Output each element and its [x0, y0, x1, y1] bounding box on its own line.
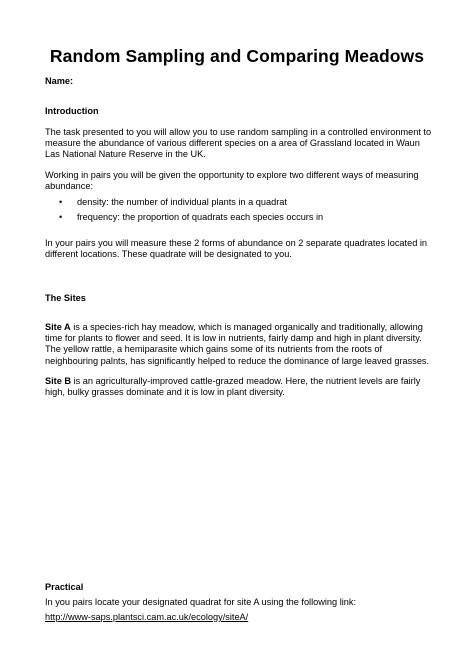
site-a-text: is a species-rich hay meadow, which is managed organically and traditionally, allowing time for plants to flower and seed. It is low in nutrients, fairly damp and high in plant diversity. The yellow rattle, a hemiparasite which gains some of its nutrients from the roots of neighbouring palnts, has significantly helped to reduce the dominance of large leaved grasses. [45, 322, 430, 366]
site-b-text: is an agriculturally-improved cattle-grazed meadow. Here, the nutrient levels are fairly high, bulky grasses dominate and it is low in plant diversity. [45, 376, 421, 398]
introduction-paragraph-2: Working in pairs you will be given the opportunity to explore two different ways of measuring abundance: [45, 170, 419, 192]
page-title: Random Sampling and Comparing Meadows [49, 46, 425, 66]
site-a-label: Site A [45, 322, 71, 332]
site-b-paragraph [45, 376, 437, 398]
name-label: Name: [45, 76, 74, 86]
introduction-paragraph-3: In your pairs you will measure these 2 forms of abundance on 2 separate quadrates located in different locations. These quadrate will be designated to you. [45, 238, 428, 260]
list-item-text: frequency: the proportion of quadrats each species occurs in [77, 212, 324, 222]
site-a-link[interactable]: http://www-saps.plantsci.cam.ac.uk/ecology/siteA/ [45, 612, 249, 622]
practical-heading: Practical [45, 582, 84, 592]
sites-heading: The Sites [45, 293, 86, 303]
list-item-text: density: the number of individual plants in a quadrat [77, 197, 287, 207]
practical-paragraph: In you pairs locate your designated quadrat for site A using the following link: [45, 597, 357, 607]
introduction-heading: Introduction [45, 106, 99, 116]
bullet-icon: • [59, 197, 63, 207]
bullet-icon: • [59, 212, 63, 222]
site-b-label: Site B [45, 376, 72, 386]
introduction-paragraph-1: The task presented to you will allow you to use random sampling in a controlled environment to measure the abundance of various different species on a area of Grassland located in Waun Las National Nature Reserve in the UK. [45, 127, 432, 160]
site-a-paragraph [45, 322, 437, 367]
